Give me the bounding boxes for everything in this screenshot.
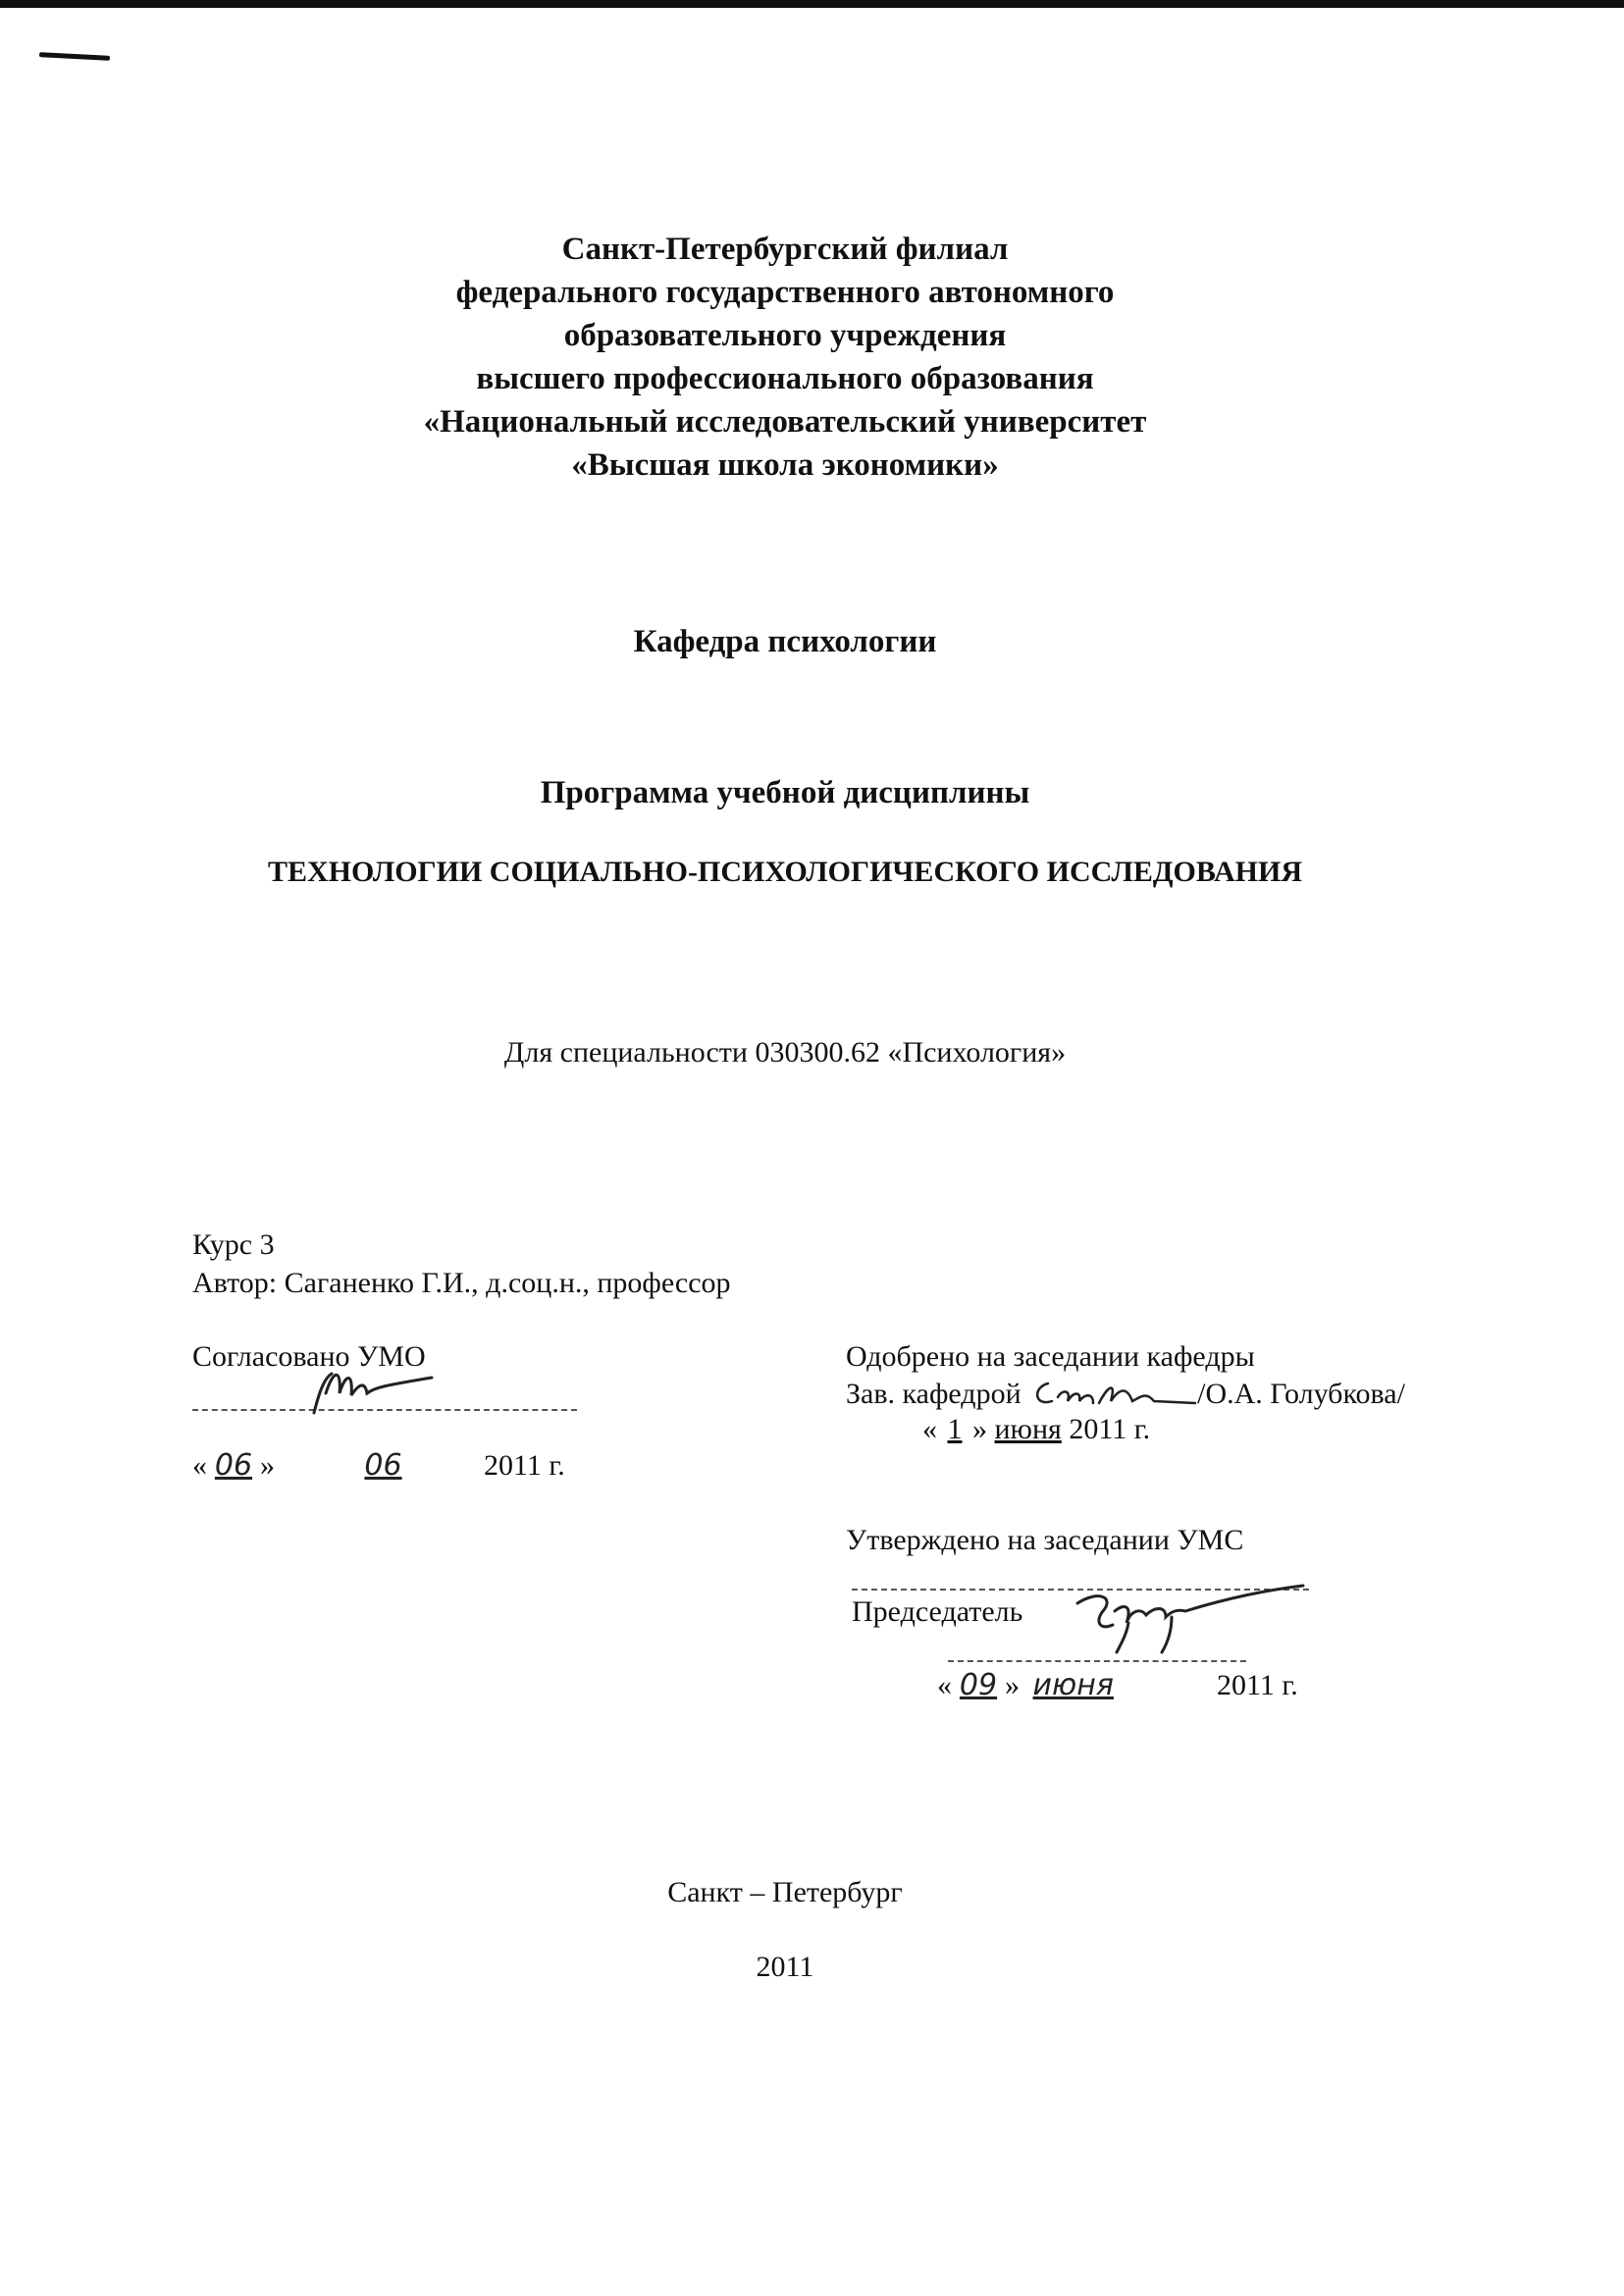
chair-signature	[1070, 1582, 1310, 1660]
head-name: /О.А. Голубкова/	[1197, 1378, 1405, 1410]
approved-dept-year: 2011 г.	[1069, 1413, 1151, 1445]
approved-ums-year: 2011 г.	[1217, 1669, 1298, 1701]
date-quote-open: «	[937, 1669, 952, 1701]
scan-border	[0, 0, 1624, 8]
institution-line: «Национальный исследовательский университет	[423, 404, 1147, 440]
ums-signature-line	[948, 1660, 1246, 1662]
institution-line: образовательного учреждения	[563, 318, 1007, 353]
institution-line: федерального государственного автономного	[455, 275, 1115, 310]
head-signature-area	[1028, 1382, 1197, 1411]
date-quote-open: «	[922, 1413, 937, 1445]
approved-dept-day: 1	[947, 1413, 963, 1445]
date-quote-close: »	[260, 1449, 275, 1482]
approved-dept-label: Одобрено на заседании кафедры	[846, 1340, 1255, 1373]
agreed-label: Согласовано УМО	[192, 1340, 426, 1373]
approved-ums-date	[937, 1668, 1298, 1702]
scan-mark	[39, 52, 110, 61]
head-label: Зав. кафедрой	[846, 1378, 1022, 1410]
approved-dept-date	[922, 1413, 1150, 1446]
city: Санкт – Петербург	[667, 1876, 903, 1908]
course-line: Курс 3	[192, 1228, 275, 1261]
agreed-signature	[294, 1364, 442, 1423]
agreed-day: 06	[214, 1448, 253, 1483]
institution-header	[294, 228, 1276, 487]
date-quote-open: «	[192, 1449, 207, 1482]
agreed-date	[192, 1448, 565, 1483]
approved-ums-label: Утверждено на заседании УМС	[846, 1524, 1244, 1556]
agreed-year: 2011 г.	[484, 1449, 565, 1482]
date-quote-close: »	[1005, 1669, 1020, 1701]
agreed-month: 06	[364, 1448, 402, 1483]
head-signature	[1028, 1368, 1197, 1417]
approved-dept-month: июня	[994, 1413, 1062, 1445]
institution-line: «Высшая школа экономики»	[571, 447, 999, 483]
institution-line: Санкт-Петербургский филиал	[561, 232, 1009, 267]
program-label: Программа учебной дисциплины	[540, 775, 1030, 810]
institution-line: высшего профессионального образования	[476, 361, 1094, 396]
approved-dept-head	[846, 1378, 1405, 1411]
year: 2011	[756, 1951, 814, 1983]
date-quote-close: »	[972, 1413, 987, 1445]
discipline-title: ТЕХНОЛОГИИ СОЦИАЛЬНО-ПСИХОЛОГИЧЕСКОГО ИССЛЕДОВАНИЯ	[268, 856, 1302, 888]
department-title: Кафедра психологии	[633, 624, 937, 659]
approved-ums-day: 09	[959, 1668, 998, 1702]
specialty-line: Для специальности 030300.62 «Психология»	[503, 1036, 1067, 1069]
author-line: Автор: Саганенко Г.И., д.соц.н., профессор	[192, 1267, 731, 1299]
chair-label: Председатель	[852, 1595, 1023, 1628]
approved-ums-month: июня	[1032, 1668, 1114, 1702]
